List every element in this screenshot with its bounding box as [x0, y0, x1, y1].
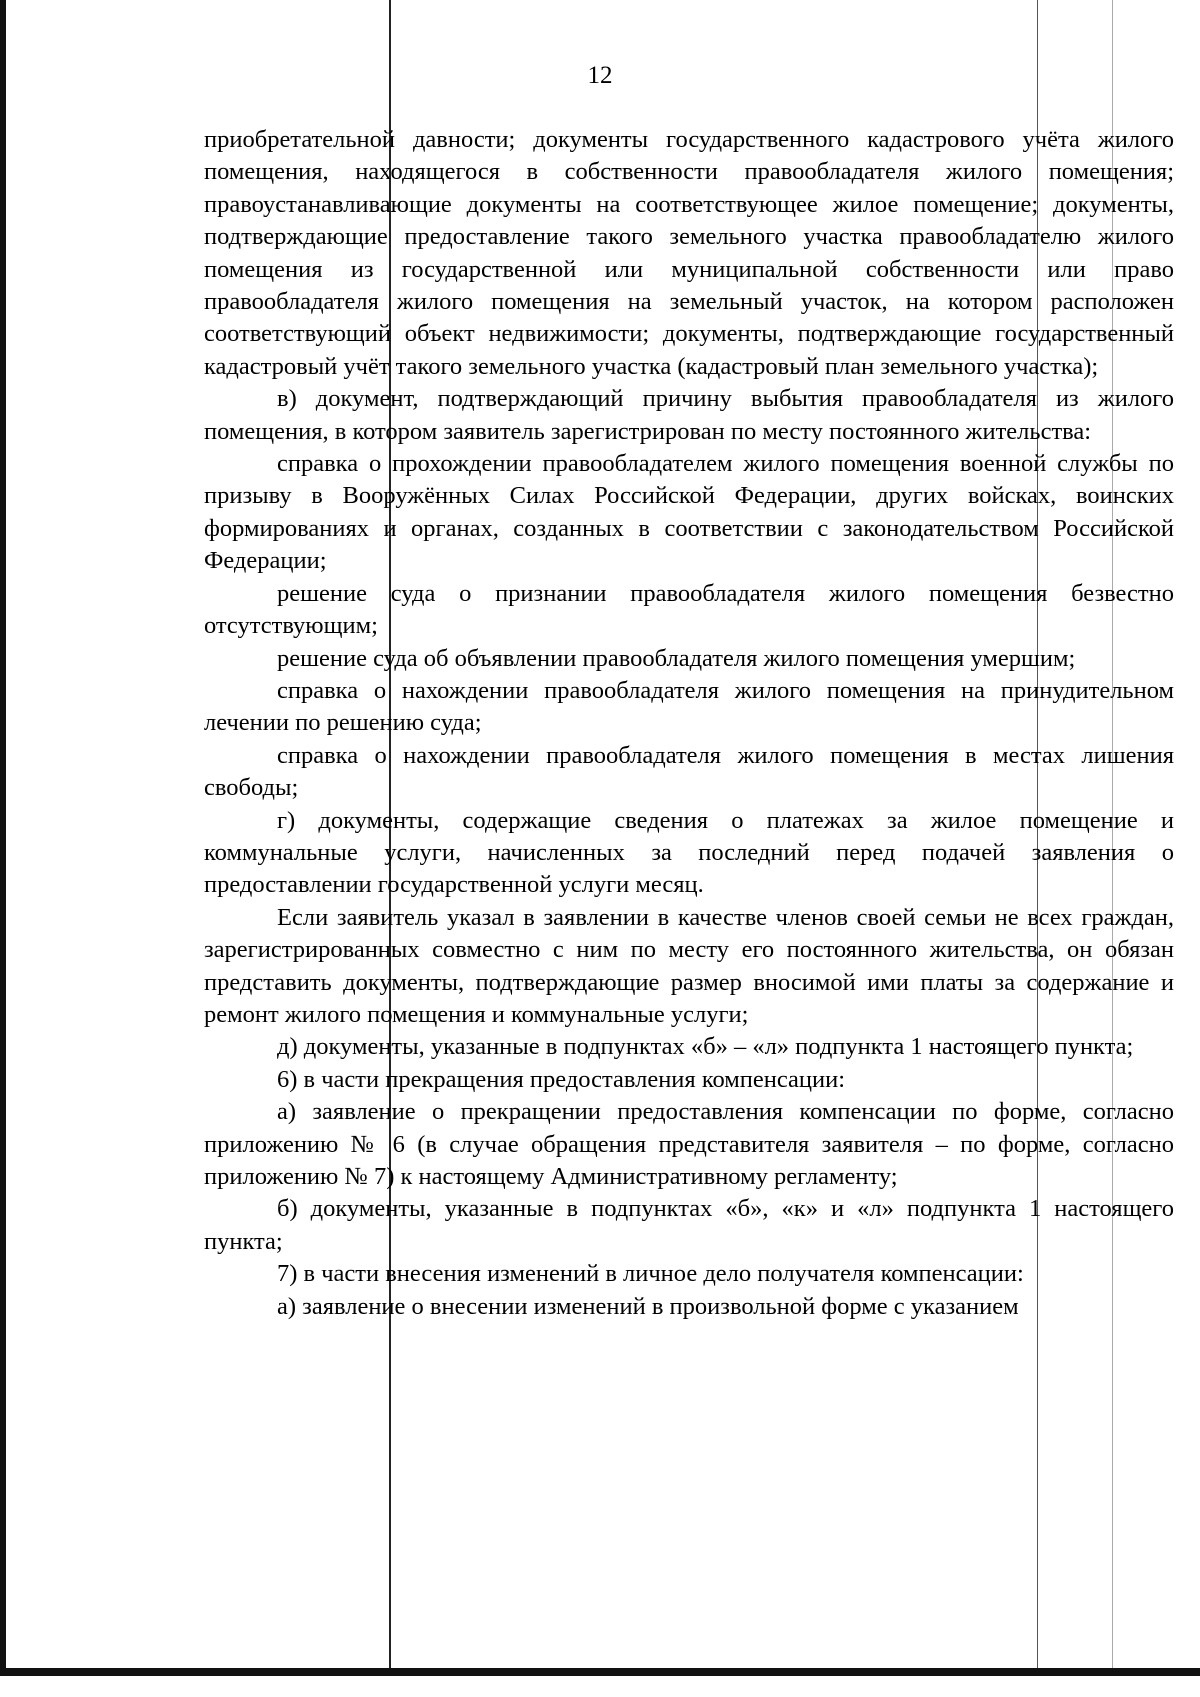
paragraph: Если заявитель указал в заявлении в качестве членов своей семьи не всех граждан, зарегистрированных совместно с ним по месту его постоянного жительства, он обязан представить документы, подтверждающие размер вносимой ими платы за содержание и ремонт жилого помещения и коммунальные услуги;: [204, 903, 1174, 1028]
paragraph: приобретательной давности; документы государственного кадастрового учёта жилого помещения, находящегося в собственности правообладателя жилого помещения; правоустанавливающие документы на соответствующее жилое помещение; документы, подтверждающие предоставление такого земельного участка правообладателю жилого помещения из государственной или муниципальной собственности или право правообладателя жилого помещения на земельный участок, на котором расположен соответствующий объект недвижимости; документы, подтверждающие государственный кадастровый учёт такого земельного участка (кадастровый план земельного участка);: [204, 126, 1174, 380]
paragraph: справка о нахождении правообладателя жилого помещения в местах лишения свободы;: [204, 741, 1174, 802]
paragraph: г) документы, содержащие сведения о платежах за жилое помещение и коммунальные услуги, начисленных за последний перед подачей заявления о предоставлении государственной услуги месяц.: [204, 806, 1174, 899]
page-margin-bottom: [0, 1676, 1200, 1697]
paragraph: решение суда о признании правообладателя жилого помещения безвестно отсутствующим;: [204, 579, 1174, 640]
paragraph: 6) в части прекращения предоставления компенсации:: [277, 1065, 846, 1093]
scan-edge-bottom: [0, 1668, 1200, 1676]
paragraph: справка о прохождении правообладателем жилого помещения военной службы по призыву в Вооружённых Силах Российской Федерации, других войсках, воинских формированиях и органах, созданных в соответствии с законодательством Российской Федерации;: [204, 450, 1174, 575]
paragraph: справка о нахождении правообладателя жилого помещения на принудительном лечении по решению суда;: [204, 676, 1174, 737]
paragraph: а) заявление о прекращении предоставления компенсации по форме, согласно приложению № 6 (в случае обращения представителя заявителя – по форме, согласно приложению № 7) к настоящему Административному регламенту;: [204, 1098, 1174, 1190]
document-body: [204, 124, 1174, 1323]
paragraph: решение суда об объявлении правообладателя жилого помещения умершим;: [277, 644, 1076, 672]
paragraph: 7) в части внесения изменений в личное дело получателя компенсации:: [277, 1260, 1024, 1288]
paragraph: б) документы, указанные в подпунктах «б», «к» и «л» подпункта 1 настоящего пункта;: [204, 1195, 1174, 1255]
scan-edge-left: [0, 0, 6, 1697]
paragraph: в) документ, подтверждающий причину выбытия правообладателя из жилого помещения, в котором заявитель зарегистрирован по месту постоянного жительства:: [204, 385, 1174, 445]
paragraph: а) заявление о внесении изменений в произвольной форме с указанием: [277, 1292, 1019, 1320]
page-number: 12: [587, 62, 613, 89]
paragraph: д) документы, указанные в подпунктах «б» – «л» подпункта 1 настоящего пункта;: [277, 1033, 1134, 1061]
